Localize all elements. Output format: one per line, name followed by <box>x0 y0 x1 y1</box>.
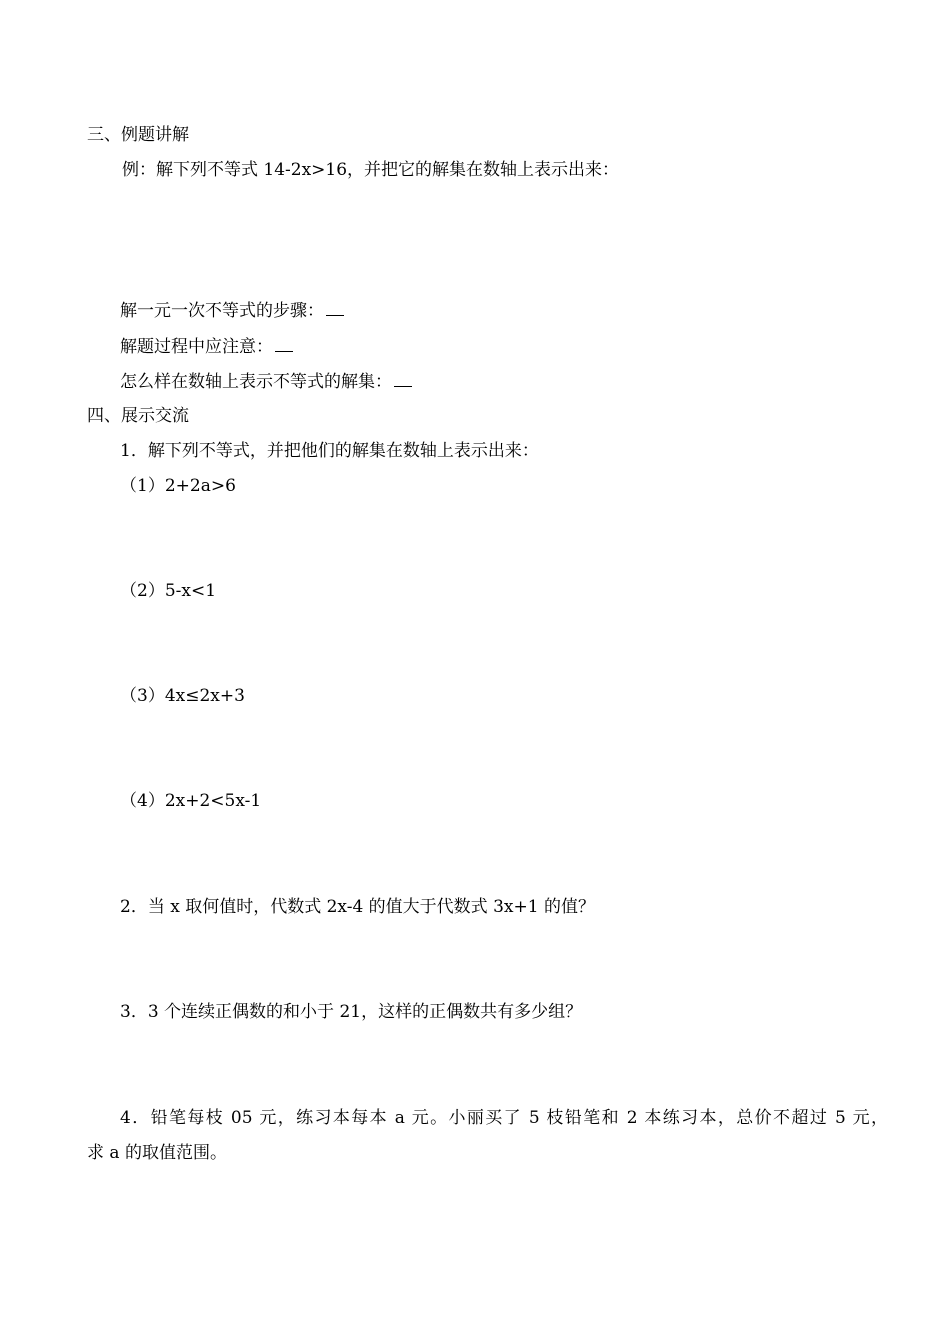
example-problem: 例：解下列不等式 14-2x>16，并把它的解集在数轴上表示出来： <box>122 160 620 180</box>
question-1-part-4: （4）2x+2<5x-1 <box>120 791 262 811</box>
question-1: 1．解下列不等式，并把他们的解集在数轴上表示出来： <box>120 441 539 461</box>
steps-blank[interactable] <box>326 300 344 316</box>
question-4-line-1: 4．铅笔每枝 05 元，练习本每本 a 元。小丽买了 5 枝铅笔和 2 本练习本，总价不超过 5 元， <box>120 1108 888 1128</box>
numberline-label: 怎么样在数轴上表示不等式的解集： <box>120 372 392 392</box>
question-1-part-2: （2）5-x<1 <box>120 581 217 601</box>
notes-label: 解题过程中应注意： <box>120 337 273 357</box>
question-4-line-2: 求 a 的取值范围。 <box>87 1143 227 1163</box>
question-2: 2．当 x 取何值时，代数式 2x-4 的值大于代数式 3x+1 的值？ <box>120 897 595 917</box>
section-4-heading: 四、展示交流 <box>87 406 189 426</box>
notes-prompt <box>120 336 293 357</box>
question-3: 3．3 个连续正偶数的和小于 21，这样的正偶数共有多少组？ <box>120 1002 583 1022</box>
section-3-heading: 三、例题讲解 <box>87 125 189 145</box>
question-1-part-1: （1）2+2a>6 <box>120 476 236 496</box>
steps-label: 解一元一次不等式的步骤： <box>120 301 324 321</box>
notes-blank[interactable] <box>275 336 293 352</box>
question-1-part-3: （3）4x≤2x+3 <box>120 686 245 706</box>
numberline-prompt <box>120 371 412 392</box>
steps-prompt <box>120 300 344 321</box>
numberline-blank[interactable] <box>394 371 412 387</box>
